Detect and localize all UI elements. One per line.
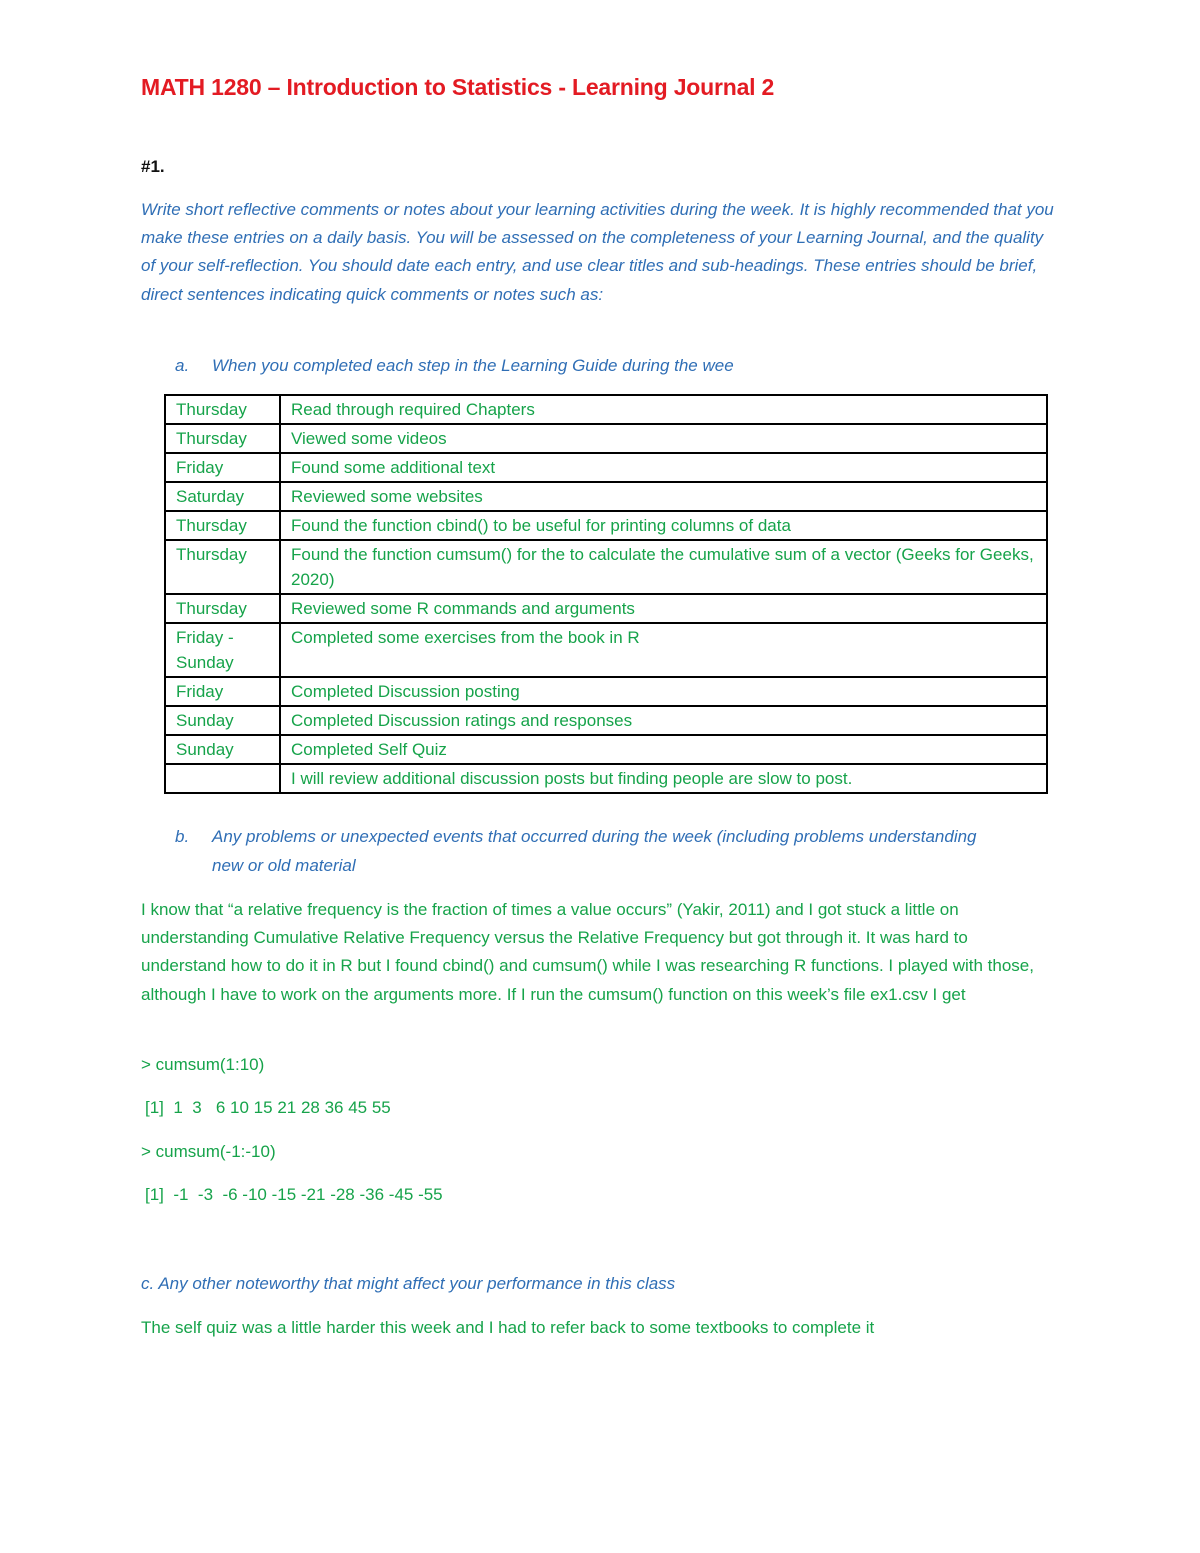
prompt-b — [175, 822, 1055, 880]
activity-cell: Completed some exercises from the book in R — [280, 623, 1047, 677]
table-row — [165, 395, 1047, 424]
prompt-c: c. Any other noteworthy that might affect your performance in this class — [141, 1274, 676, 1293]
activity-cell: Read through required Chapters — [280, 395, 1047, 424]
instructions-paragraph — [141, 196, 1056, 309]
activity-cell: Completed Discussion ratings and responses — [280, 706, 1047, 735]
day-cell: Thursday — [165, 540, 280, 594]
table-row — [165, 677, 1047, 706]
table-row — [165, 594, 1047, 623]
day-cell: Thursday — [165, 594, 280, 623]
response-c-paragraph: The self quiz was a little harder this week and I had to refer back to some textbooks to complete it — [141, 1318, 875, 1337]
activity-cell: Reviewed some websites — [280, 482, 1047, 511]
prompt-a — [175, 352, 1055, 380]
day-cell: Thursday — [165, 511, 280, 540]
table-row — [165, 623, 1047, 677]
day-cell: Sunday — [165, 735, 280, 764]
table-row — [165, 706, 1047, 735]
table-row — [165, 511, 1047, 540]
day-cell: Thursday — [165, 395, 280, 424]
activity-log-table — [164, 394, 1048, 794]
document-title: MATH 1280 – Introduction to Statistics - Learning Journal 2 — [141, 74, 775, 100]
prompt-b-text: Any problems or unexpected events that occurred during the week (including problems understanding new or old material — [212, 827, 977, 875]
activity-cell: Completed Discussion posting — [280, 677, 1047, 706]
day-cell — [165, 764, 280, 793]
table-row — [165, 764, 1047, 793]
activity-cell: Reviewed some R commands and arguments — [280, 594, 1047, 623]
code-line: > cumsum(-1:-10) — [141, 1142, 276, 1161]
response-b-paragraph: I know that “a relative frequency is the fraction of times a value occurs” (Yakir, 2011) and I got stuck a little on understanding Cumulative Relative Frequency versus the Relative Frequency but got through it. It was hard to understand how to do it in R but I found cbind() and cumsum() while I was researching R functions. I played with those, although I have to work on the arguments more. If I run the cumsum() function on this week’s file ex1.csv I get — [141, 900, 1034, 1004]
day-cell: Friday - Sunday — [165, 623, 280, 677]
day-cell: Thursday — [165, 424, 280, 453]
prompt-a-letter: a. — [175, 356, 190, 375]
table-row — [165, 735, 1047, 764]
activity-cell: Viewed some videos — [280, 424, 1047, 453]
table-row — [165, 424, 1047, 453]
activity-cell: I will review additional discussion posts but finding people are slow to post. — [280, 764, 1047, 793]
code-line: > cumsum(1:10) — [141, 1055, 265, 1074]
day-cell: Friday — [165, 453, 280, 482]
activity-cell: Found the function cbind() to be useful for printing columns of data — [280, 511, 1047, 540]
prompt-a-text: When you completed each step in the Learning Guide during the wee — [212, 356, 734, 375]
activity-cell: Found the function cumsum() for the to calculate the cumulative sum of a vector (Geeks for Geeks, 2020) — [280, 540, 1047, 594]
instructions-text: Write short reflective comments or notes about your learning activities during the week. It is highly recommended that you make these entries on a daily basis. You will be assessed on the completeness of your Learning Journal, and the quality of your self-reflection. You should date each entry, and use clear titles and sub-headings. These entries should be brief, direct sentences indicating quick comments or notes such as: — [141, 200, 1054, 304]
table-row — [165, 540, 1047, 594]
day-cell: Friday — [165, 677, 280, 706]
day-cell: Saturday — [165, 482, 280, 511]
table-row — [165, 482, 1047, 511]
table-row — [165, 453, 1047, 482]
day-cell: Sunday — [165, 706, 280, 735]
activity-cell: Found some additional text — [280, 453, 1047, 482]
question-number: #1. — [141, 157, 165, 176]
prompt-b-letter: b. — [175, 827, 190, 846]
activity-cell: Completed Self Quiz — [280, 735, 1047, 764]
code-output: [1] -1 -3 -6 -10 -15 -21 -28 -36 -45 -55 — [145, 1185, 443, 1204]
code-output: [1] 1 3 6 10 15 21 28 36 45 55 — [145, 1098, 391, 1117]
